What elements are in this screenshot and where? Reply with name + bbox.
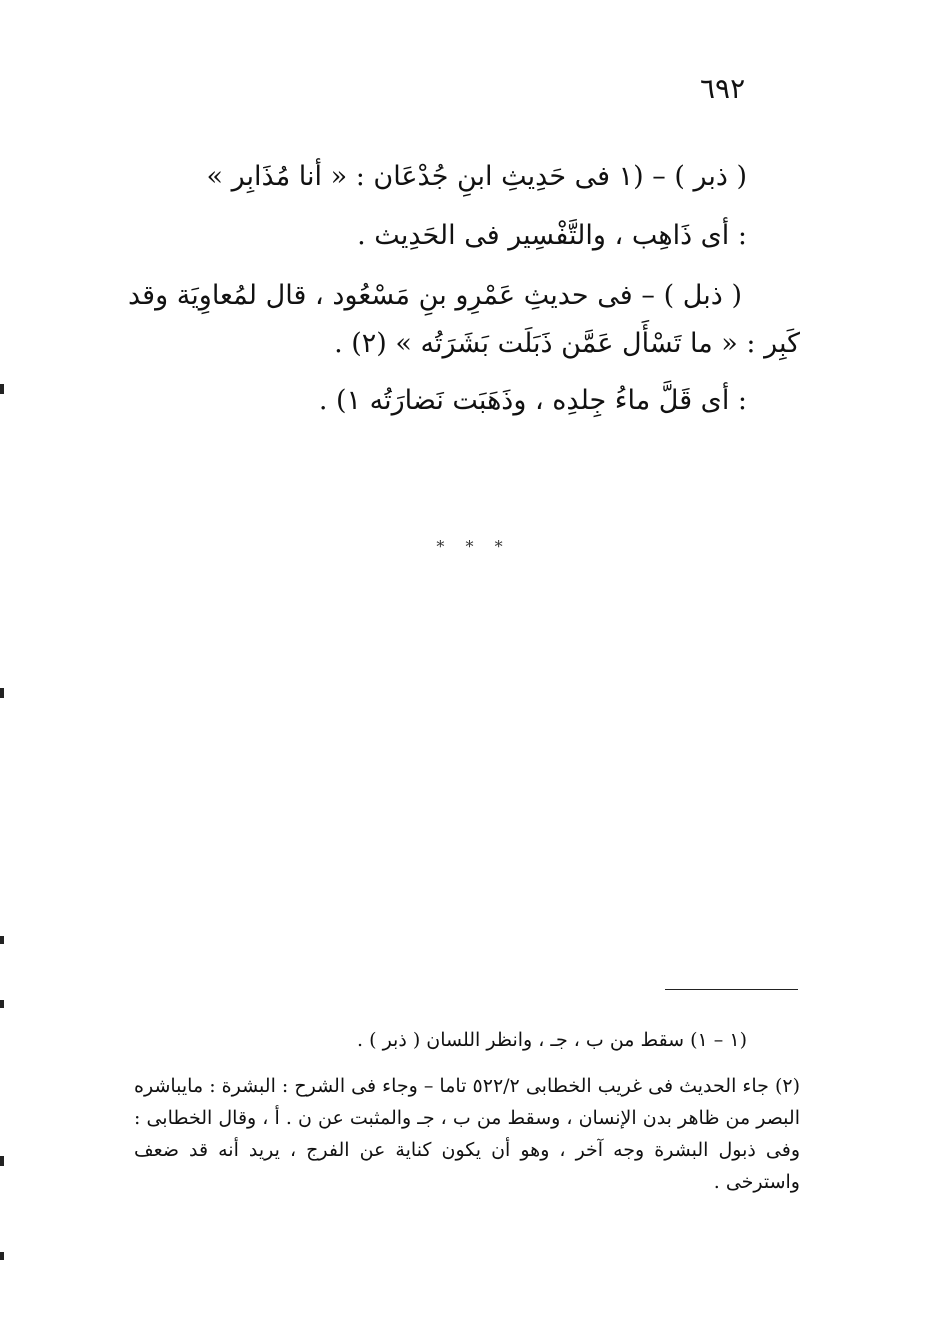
scan-edge-mark	[0, 936, 4, 944]
entry-dhabar-line-2: : أى ذَاهِب ، والتَّفْسِير فى الحَدِيث .	[357, 220, 747, 251]
footnote-2: (٢) جاء الحديث فى غريب الخطابى ٥٢٢/٢ تاما – وجاء فى الشرح : البشرة : مايباشره البصر من ظاهر بدن الإنسان ، وسقط من ب ، جـ والمثبت عن ن . أ ، وقال الخطابى : وفى ذبول البشرة وجه آخر ، وهو أن يكون كناية عن الفرج ، يريد أنه قد ضعف واسترخى .	[134, 1075, 801, 1193]
scan-edge-mark	[0, 1156, 4, 1166]
entry-dhabal-line-3: : أى قَلَّ ماءُ جِلدِه ، وذَهَبَت نَضارَتُه ١) .	[318, 385, 747, 416]
entry-dhabal-line-1: ( ذبل ) – فى حديثِ عَمْرِو بنِ مَسْعُود ، قال لمُعاوِيَة وقد	[128, 280, 742, 311]
footnote-1: (١ – ١) سقط من ب ، جـ ، وانظر اللسان ( ذبر ) .	[357, 1029, 747, 1051]
entry-dhabar-line-1: ( ذبر ) – (١ فى حَدِيثِ ابنِ جُدْعَان : « أنا مُذَابِر »	[206, 161, 747, 192]
section-separator: * * *	[436, 537, 511, 556]
scan-edge-mark	[0, 1252, 4, 1260]
scan-edge-mark	[0, 688, 4, 698]
scan-edge-mark	[0, 1000, 4, 1008]
page-number: ٦٩٢	[700, 72, 746, 105]
entry-dhabal-line-2: كَبِر : « ما تَسْأَل عَمَّن ذَبَلَت بَشَرَتُه » (٢) .	[334, 328, 800, 359]
scan-edge-mark	[0, 384, 4, 394]
footnote-divider	[665, 989, 798, 990]
